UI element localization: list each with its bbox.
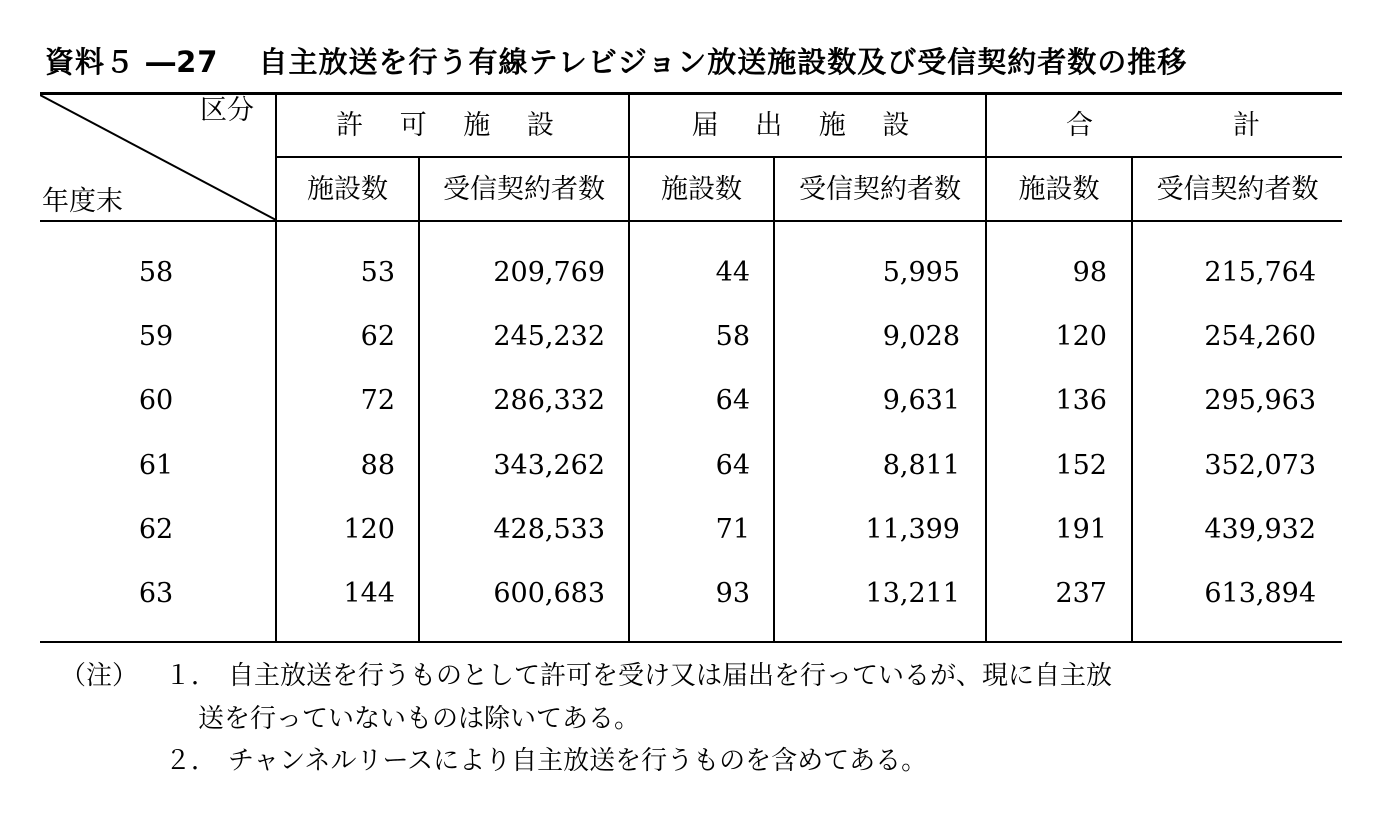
document-title-text: 自主放送を行う有線テレビジョン放送施設数及び受信契約者数の推移 — [258, 45, 1188, 79]
notified-subscribers: 13,211 — [865, 578, 960, 609]
licensed-facilities: 72 — [360, 385, 395, 416]
licensed-facilities: 53 — [360, 257, 395, 288]
corner-year-label: 年度末 — [42, 186, 123, 217]
total-facilities: 191 — [1055, 514, 1107, 545]
total-facilities: 152 — [1055, 450, 1107, 481]
row-year: 60 — [138, 385, 174, 416]
notified-facilities: 44 — [715, 257, 750, 288]
licensed-subscribers: 209,769 — [493, 257, 605, 288]
table-bottom-rule — [40, 641, 1342, 643]
subheader-subscribers: 受信契約者数 — [799, 174, 961, 205]
notified-subscribers: 9,028 — [882, 321, 960, 352]
total-subscribers: 254,260 — [1204, 321, 1316, 352]
group-header-notified: 届 出 施 設 — [691, 110, 924, 141]
subheader-facilities: 施設数 — [661, 174, 742, 205]
row-year: 59 — [138, 321, 174, 352]
licensed-subscribers: 286,332 — [493, 385, 605, 416]
note-number: ２． — [165, 746, 218, 776]
notified-subscribers: 8,811 — [882, 450, 960, 481]
licensed-subscribers: 343,262 — [493, 450, 605, 481]
document-title — [45, 40, 1187, 81]
licensed-subscribers: 428,533 — [493, 514, 605, 545]
total-subscribers: 215,764 — [1204, 257, 1316, 288]
notified-subscribers: 5,995 — [882, 257, 960, 288]
header-group-rule — [276, 156, 1342, 158]
total-subscribers: 439,932 — [1204, 514, 1316, 545]
licensed-subscribers: 245,232 — [493, 321, 605, 352]
total-subscribers: 352,073 — [1204, 450, 1316, 481]
notified-facilities: 64 — [715, 385, 750, 416]
notified-subscribers: 11,399 — [865, 514, 960, 545]
group-header-total-left: 合 — [1066, 110, 1093, 141]
corner-category-label: 区分 — [200, 95, 254, 126]
subheader-facilities: 施設数 — [307, 174, 388, 205]
row-year: 62 — [138, 514, 174, 545]
licensed-subscribers: 600,683 — [493, 578, 605, 609]
notified-facilities: 93 — [715, 578, 750, 609]
note-text: 自主放送を行うものとして許可を受け又は届出を行っているが、現に自主放 — [228, 661, 1113, 691]
document-number: 資料５ ―27 — [45, 45, 219, 79]
group-header-total-right: 計 — [1233, 110, 1260, 141]
licensed-facilities: 62 — [360, 321, 395, 352]
licensed-facilities: 144 — [343, 578, 395, 609]
total-subscribers: 295,963 — [1204, 385, 1316, 416]
row-year: 58 — [138, 257, 174, 288]
total-facilities: 237 — [1055, 578, 1107, 609]
notes-label: （注） — [60, 661, 139, 691]
note-text: チャンネルリースにより自主放送を行うものを含めてある。 — [228, 746, 928, 776]
licensed-facilities: 120 — [343, 514, 395, 545]
subheader-subscribers: 受信契約者数 — [443, 174, 605, 205]
total-subscribers: 613,894 — [1204, 578, 1316, 609]
row-year: 61 — [138, 450, 174, 481]
group-header-licensed: 許 可 施 設 — [336, 110, 568, 141]
total-facilities: 98 — [1072, 257, 1107, 288]
notified-facilities: 58 — [715, 321, 750, 352]
notified-facilities: 64 — [715, 450, 750, 481]
total-facilities: 136 — [1055, 385, 1107, 416]
note-text-continued: 送を行っていないものは除いてある。 — [198, 704, 641, 734]
row-year: 63 — [138, 578, 174, 609]
licensed-facilities: 88 — [360, 450, 395, 481]
total-facilities: 120 — [1055, 321, 1107, 352]
subheader-facilities: 施設数 — [1018, 174, 1100, 205]
subheader-subscribers: 受信契約者数 — [1156, 174, 1319, 205]
note-number: １． — [165, 661, 218, 691]
notified-subscribers: 9,631 — [882, 385, 960, 416]
notified-facilities: 71 — [715, 514, 750, 545]
